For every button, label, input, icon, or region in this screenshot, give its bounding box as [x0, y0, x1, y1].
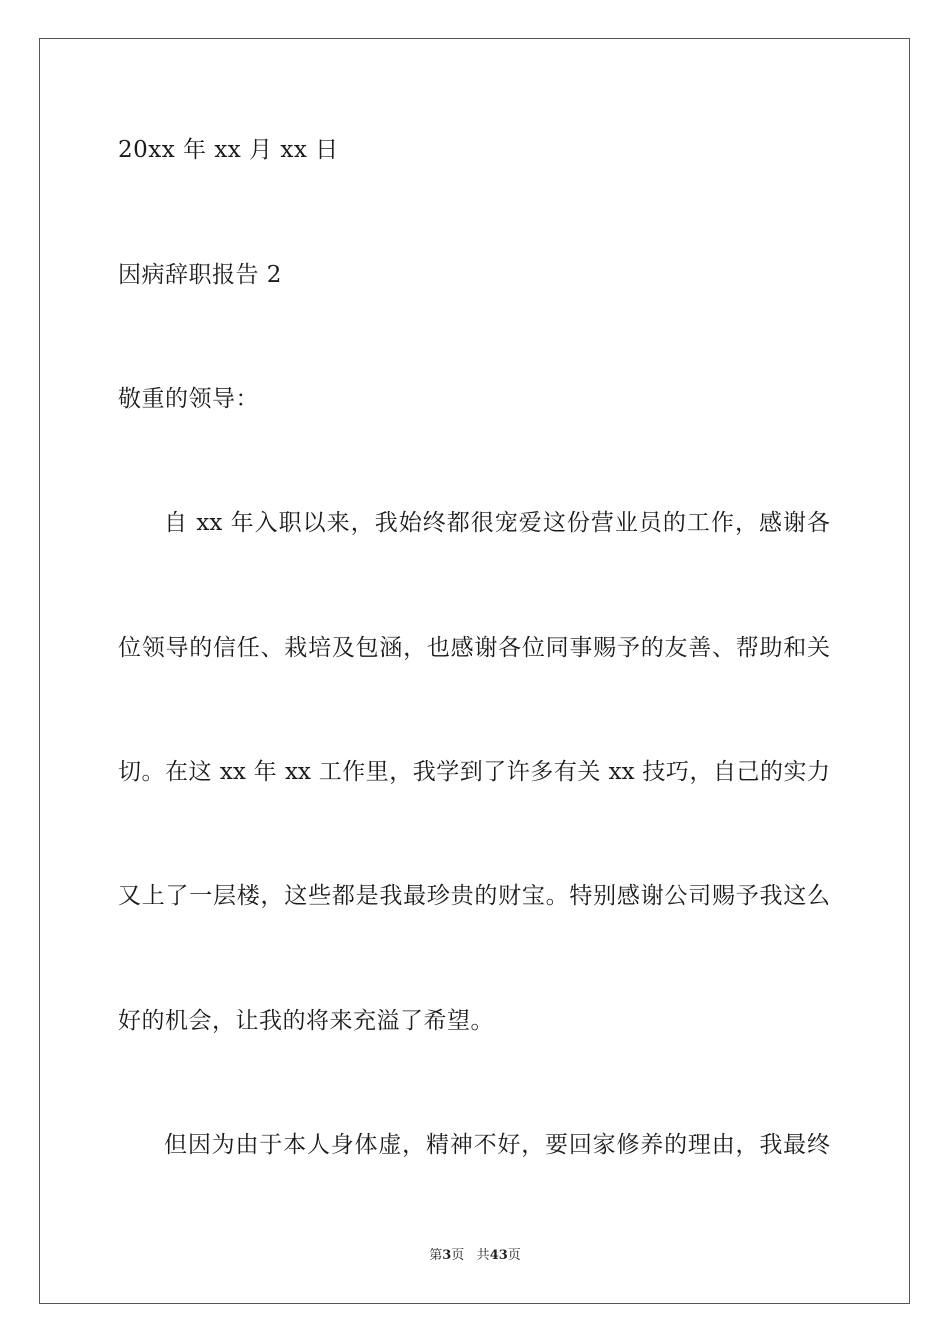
footer-page-prefix: 第	[429, 1248, 443, 1263]
footer-total-pages: 43	[489, 1248, 508, 1263]
paragraph-1-line-1: 自 xx 年入职以来，我始终都很宠爱这份营业员的工作，感谢各	[164, 510, 830, 536]
footer-page-suffix: 页	[451, 1248, 465, 1263]
footer-total-suffix: 页	[507, 1248, 521, 1263]
salutation: 敬重的领导：	[118, 386, 259, 412]
paragraph-1-line-5: 好的机会，让我的将来充溢了希望。	[118, 1008, 494, 1034]
report-title: 因病辞职报告 2	[118, 262, 282, 288]
footer-page-number: 3	[442, 1248, 452, 1263]
paragraph-1-line-3: 切。在这 xx 年 xx 工作里，我学到了许多有关 xx 技巧，自己的实力	[118, 759, 830, 785]
page-border	[39, 38, 910, 1304]
date-line: 20xx 年 xx 月 xx 日	[118, 137, 339, 163]
footer-total-prefix: 共	[476, 1248, 490, 1263]
paragraph-1-line-4: 又上了一层楼，这些都是我最珍贵的财宝。特别感谢公司赐予我这么	[118, 883, 830, 909]
paragraph-1-line-2: 位领导的信任、栽培及包涵，也感谢各位同事赐予的友善、帮助和关	[118, 635, 830, 661]
paragraph-2-line-1: 但因为由于本人身体虚，精神不好，要回家修养的理由，我最终	[164, 1132, 830, 1158]
page-footer	[0, 1248, 950, 1264]
